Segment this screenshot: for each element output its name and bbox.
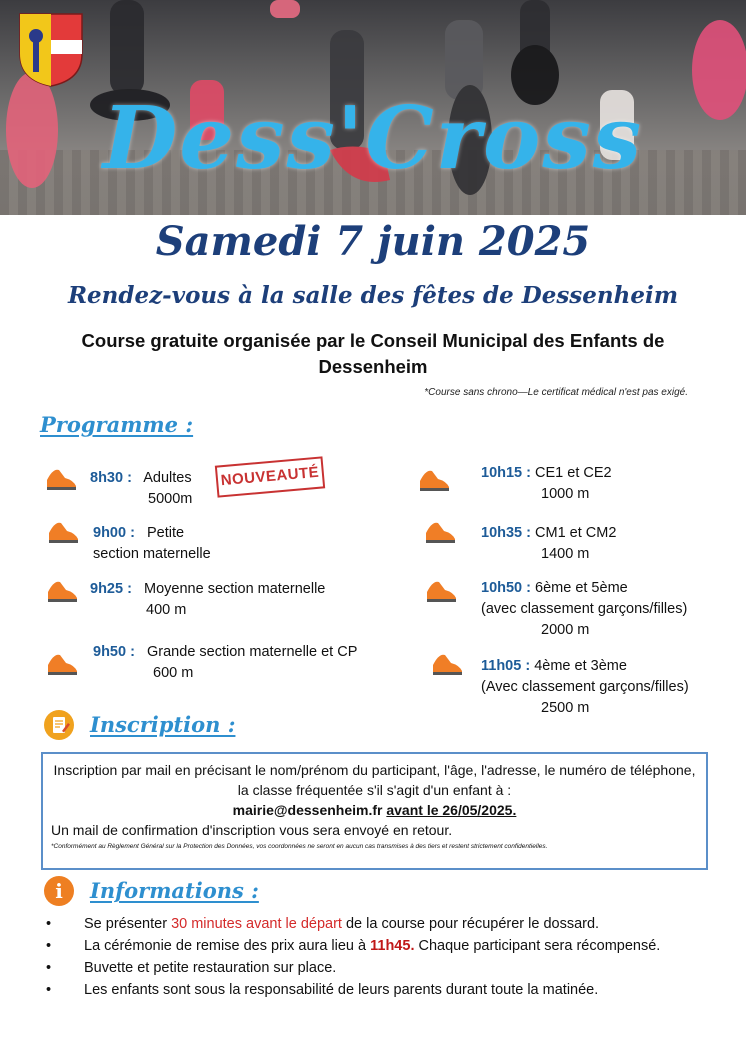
programme-time: 11h05 : (481, 658, 531, 674)
informations-list (44, 914, 704, 1002)
inscription-title: Inscription : (90, 712, 236, 737)
inscription-contact (51, 800, 698, 820)
running-shoe-icon (417, 467, 451, 493)
info-text: Chaque participant sera récompensé. (414, 938, 661, 954)
programme-label: Petite (147, 525, 185, 541)
running-shoe-icon (424, 578, 458, 604)
header-banner (0, 0, 746, 215)
list-item (44, 936, 704, 957)
inscription-text: Inscription par mail en précisant le nom/prénom du participant, l'âge, l'adresse, le numéro de téléphone, la classe fréquentée s'il s'agit d'un enfant à : (53, 762, 696, 798)
programme-time: 10h50 : (481, 580, 531, 596)
list-item: • Buvette et petite restauration sur place. (44, 958, 704, 979)
programme-label: Adultes (143, 470, 192, 486)
info-text: Se présenter (84, 916, 172, 932)
programme-item (481, 578, 687, 641)
running-shoe-icon (45, 578, 79, 604)
inscription-email[interactable]: mairie@dessenheim.fr (232, 802, 383, 818)
programme-distance: 2500 m (541, 700, 590, 716)
info-highlight: 30 minutes avant le départ (171, 916, 342, 932)
programme-time: 8h30 : (90, 470, 132, 486)
programme-label: Moyenne section maternelle (144, 581, 326, 597)
event-organizer: Course gratuite organisée par le Conseil Municipal des Enfants de Dessenheim (81, 330, 665, 377)
event-date: Samedi 7 juin 2025 (155, 218, 591, 265)
inscription-deadline: avant le 26/05/2025. (386, 802, 517, 818)
programme-item (481, 463, 612, 505)
programme-distance: 1400 m (541, 546, 590, 562)
programme-distance: section maternelle (93, 546, 211, 562)
programme-item (481, 656, 689, 719)
programme-distance: 600 m (153, 665, 194, 681)
programme-item (90, 579, 325, 621)
programme-label: 6ème et 5ème (535, 580, 628, 596)
informations-title: Informations : (90, 878, 259, 903)
programme-note: (Avec classement garçons/filles) (481, 679, 689, 695)
form-icon (44, 710, 74, 740)
programme-distance: 5000m (148, 491, 193, 507)
programme-distance: 2000 m (541, 622, 590, 638)
programme-item (93, 523, 211, 565)
inscription-box (41, 752, 708, 870)
info-text: La cérémonie de remise des prix aura lieu à (84, 938, 371, 954)
programme-distance: 1000 m (541, 486, 590, 502)
programme-time: 10h35 : (481, 525, 531, 541)
programme-item (90, 468, 192, 510)
banner-title: Dess'Cross (102, 88, 644, 189)
programme-item (481, 523, 616, 565)
programme-label: CM1 et CM2 (535, 525, 617, 541)
programme-label: Grande section maternelle et CP (147, 644, 358, 660)
info-text: de la course pour récupérer le dossard. (341, 916, 600, 932)
running-shoe-icon (423, 519, 457, 545)
running-shoe-icon (44, 466, 78, 492)
nouveaute-badge: NOUVEAUTÉ (215, 456, 325, 497)
info-highlight: 11h45. (370, 938, 415, 954)
programme-time: 9h25 : (90, 581, 132, 597)
coat-of-arms (18, 12, 84, 88)
programme-time: 9h50 : (93, 644, 135, 660)
event-venue: Rendez-vous à la salle des fêtes de Dessenheim (67, 282, 679, 309)
programme-label: 4ème et 3ème (534, 658, 627, 674)
list-item (44, 914, 704, 935)
programme-time: 10h15 : (481, 465, 531, 481)
list-item: • Les enfants sont sous la responsabilité de leurs parents durant toute la matinée. (44, 980, 704, 1001)
inscription-confirmation: Un mail de confirmation d'inscription vous sera envoyé en retour. (51, 822, 453, 838)
running-shoe-icon (430, 651, 464, 677)
programme-item (93, 642, 357, 684)
programme-distance: 400 m (146, 602, 187, 618)
event-note: *Course sans chrono—Le certificat médical n'est pas exigé. (424, 387, 688, 398)
gdpr-note: *Conformément au Règlement Général sur la Protection des Données, vos coordonnées ne seront en aucun cas transmises à des tiers et restent strictement confidentielles. (51, 843, 548, 850)
info-icon: i (44, 876, 74, 906)
running-shoe-icon (45, 651, 79, 677)
running-shoe-icon (46, 519, 80, 545)
programme-title: Programme : (40, 412, 194, 437)
programme-time: 9h00 : (93, 525, 135, 541)
programme-note: (avec classement garçons/filles) (481, 601, 688, 617)
programme-label: CE1 et CE2 (535, 465, 612, 481)
